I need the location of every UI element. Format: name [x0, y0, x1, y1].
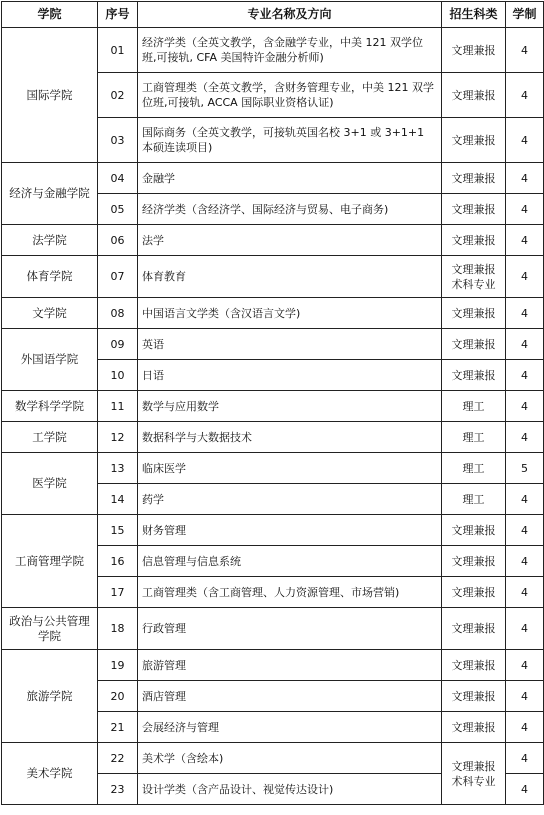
- major-cell: 英语: [138, 329, 442, 360]
- major-cell: 设计学类（含产品设计、视觉传达设计): [138, 774, 442, 805]
- years-cell: 4: [506, 391, 544, 422]
- table-row: [2, 298, 544, 329]
- major-cell: 经济学类（全英文教学，含金融学专业，中美 121 双学位班,可接轨, CFA 美国特许金融分析师): [138, 28, 442, 73]
- major-cell: 经济学类（含经济学、国际经济与贸易、电子商务): [138, 194, 442, 225]
- school-cell: 外国语学院: [2, 329, 98, 391]
- no-cell: 12: [98, 422, 138, 453]
- major-cell: 日语: [138, 360, 442, 391]
- no-cell: 13: [98, 453, 138, 484]
- school-cell: 工商管理学院: [2, 515, 98, 608]
- years-cell: 4: [506, 225, 544, 256]
- major-cell: 美术学（含绘本): [138, 743, 442, 774]
- school-cell: 政治与公共管理学院: [2, 608, 98, 650]
- school-cell: 体育学院: [2, 256, 98, 298]
- major-cell: 金融学: [138, 163, 442, 194]
- category-cell: 文理兼报: [442, 194, 506, 225]
- category-cell: 文理兼报: [442, 298, 506, 329]
- school-cell: 医学院: [2, 453, 98, 515]
- table-row: [2, 453, 544, 484]
- major-cell: 数据科学与大数据技术: [138, 422, 442, 453]
- table-row: [2, 163, 544, 194]
- no-cell: 08: [98, 298, 138, 329]
- no-cell: 15: [98, 515, 138, 546]
- major-cell: 旅游管理: [138, 650, 442, 681]
- table-row: [2, 329, 544, 360]
- table-row: [2, 650, 544, 681]
- category-cell: 理工: [442, 391, 506, 422]
- category-cell: 文理兼报: [442, 225, 506, 256]
- no-cell: 18: [98, 608, 138, 650]
- no-cell: 10: [98, 360, 138, 391]
- no-cell: 05: [98, 194, 138, 225]
- header-major: 专业名称及方向: [138, 2, 442, 28]
- no-cell: 21: [98, 712, 138, 743]
- category-cell: 文理兼报: [442, 546, 506, 577]
- years-cell: 4: [506, 163, 544, 194]
- table-row: [2, 256, 544, 298]
- school-cell: 法学院: [2, 225, 98, 256]
- category-cell: 文理兼报: [442, 577, 506, 608]
- years-cell: 4: [506, 422, 544, 453]
- years-cell: 4: [506, 118, 544, 163]
- header-category: 招生科类: [442, 2, 506, 28]
- school-cell: 美术学院: [2, 743, 98, 805]
- years-cell: 4: [506, 577, 544, 608]
- major-cell: 行政管理: [138, 608, 442, 650]
- no-cell: 17: [98, 577, 138, 608]
- years-cell: 4: [506, 360, 544, 391]
- category-cell: 文理兼报: [442, 608, 506, 650]
- school-cell: 文学院: [2, 298, 98, 329]
- category-cell: 文理兼报: [442, 73, 506, 118]
- header-no: 序号: [98, 2, 138, 28]
- category-cell: 文理兼报: [442, 712, 506, 743]
- header-school: 学院: [2, 2, 98, 28]
- major-cell: 会展经济与管理: [138, 712, 442, 743]
- category-cell: 文理兼报: [442, 650, 506, 681]
- category-cell: 文理兼报 术科专业: [442, 256, 506, 298]
- major-cell: 临床医学: [138, 453, 442, 484]
- years-cell: 4: [506, 194, 544, 225]
- table-row: [2, 515, 544, 546]
- years-cell: 4: [506, 298, 544, 329]
- school-cell: 经济与金融学院: [2, 163, 98, 225]
- no-cell: 06: [98, 225, 138, 256]
- category-cell: 文理兼报: [442, 118, 506, 163]
- no-cell: 11: [98, 391, 138, 422]
- no-cell: 01: [98, 28, 138, 73]
- category-cell: 文理兼报: [442, 515, 506, 546]
- years-cell: 4: [506, 546, 544, 577]
- no-cell: 02: [98, 73, 138, 118]
- school-cell: 数学科学学院: [2, 391, 98, 422]
- major-cell: 药学: [138, 484, 442, 515]
- category-cell: 文理兼报 术科专业: [442, 743, 506, 805]
- category-cell: 文理兼报: [442, 329, 506, 360]
- category-cell: 理工: [442, 422, 506, 453]
- years-cell: 4: [506, 28, 544, 73]
- years-cell: 4: [506, 774, 544, 805]
- years-cell: 4: [506, 484, 544, 515]
- years-cell: 4: [506, 329, 544, 360]
- major-cell: 酒店管理: [138, 681, 442, 712]
- years-cell: 4: [506, 608, 544, 650]
- category-cell: 文理兼报: [442, 28, 506, 73]
- major-cell: 中国语言文学类（含汉语言文学): [138, 298, 442, 329]
- table-row: [2, 743, 544, 774]
- years-cell: 4: [506, 743, 544, 774]
- no-cell: 23: [98, 774, 138, 805]
- school-cell: 国际学院: [2, 28, 98, 163]
- table-row: [2, 608, 544, 650]
- category-cell: 文理兼报: [442, 681, 506, 712]
- table-row: [2, 422, 544, 453]
- years-cell: 4: [506, 515, 544, 546]
- school-cell: 旅游学院: [2, 650, 98, 743]
- major-cell: 法学: [138, 225, 442, 256]
- major-cell: 数学与应用数学: [138, 391, 442, 422]
- no-cell: 19: [98, 650, 138, 681]
- major-cell: 工商管理类（含工商管理、人力资源管理、市场营销): [138, 577, 442, 608]
- header-years: 学制: [506, 2, 544, 28]
- table-row: [2, 391, 544, 422]
- no-cell: 16: [98, 546, 138, 577]
- school-cell: 工学院: [2, 422, 98, 453]
- no-cell: 09: [98, 329, 138, 360]
- major-cell: 国际商务（全英文教学，可接轨英国名校 3+1 或 3+1+1 本硕连读项目): [138, 118, 442, 163]
- table-body: [2, 28, 544, 805]
- years-cell: 4: [506, 681, 544, 712]
- no-cell: 03: [98, 118, 138, 163]
- major-cell: 工商管理类（全英文教学，含财务管理专业，中美 121 双学位班,可接轨, ACCA 国际职业资格认证): [138, 73, 442, 118]
- no-cell: 07: [98, 256, 138, 298]
- years-cell: 4: [506, 256, 544, 298]
- years-cell: 5: [506, 453, 544, 484]
- major-cell: 体育教育: [138, 256, 442, 298]
- majors-table: [1, 1, 544, 805]
- no-cell: 14: [98, 484, 138, 515]
- category-cell: 理工: [442, 453, 506, 484]
- header-row: [2, 2, 544, 28]
- years-cell: 4: [506, 73, 544, 118]
- no-cell: 22: [98, 743, 138, 774]
- no-cell: 04: [98, 163, 138, 194]
- category-cell: 理工: [442, 484, 506, 515]
- category-cell: 文理兼报: [442, 163, 506, 194]
- major-cell: 信息管理与信息系统: [138, 546, 442, 577]
- years-cell: 4: [506, 712, 544, 743]
- table-row: [2, 28, 544, 73]
- years-cell: 4: [506, 650, 544, 681]
- no-cell: 20: [98, 681, 138, 712]
- table-row: [2, 225, 544, 256]
- category-cell: 文理兼报: [442, 360, 506, 391]
- major-cell: 财务管理: [138, 515, 442, 546]
